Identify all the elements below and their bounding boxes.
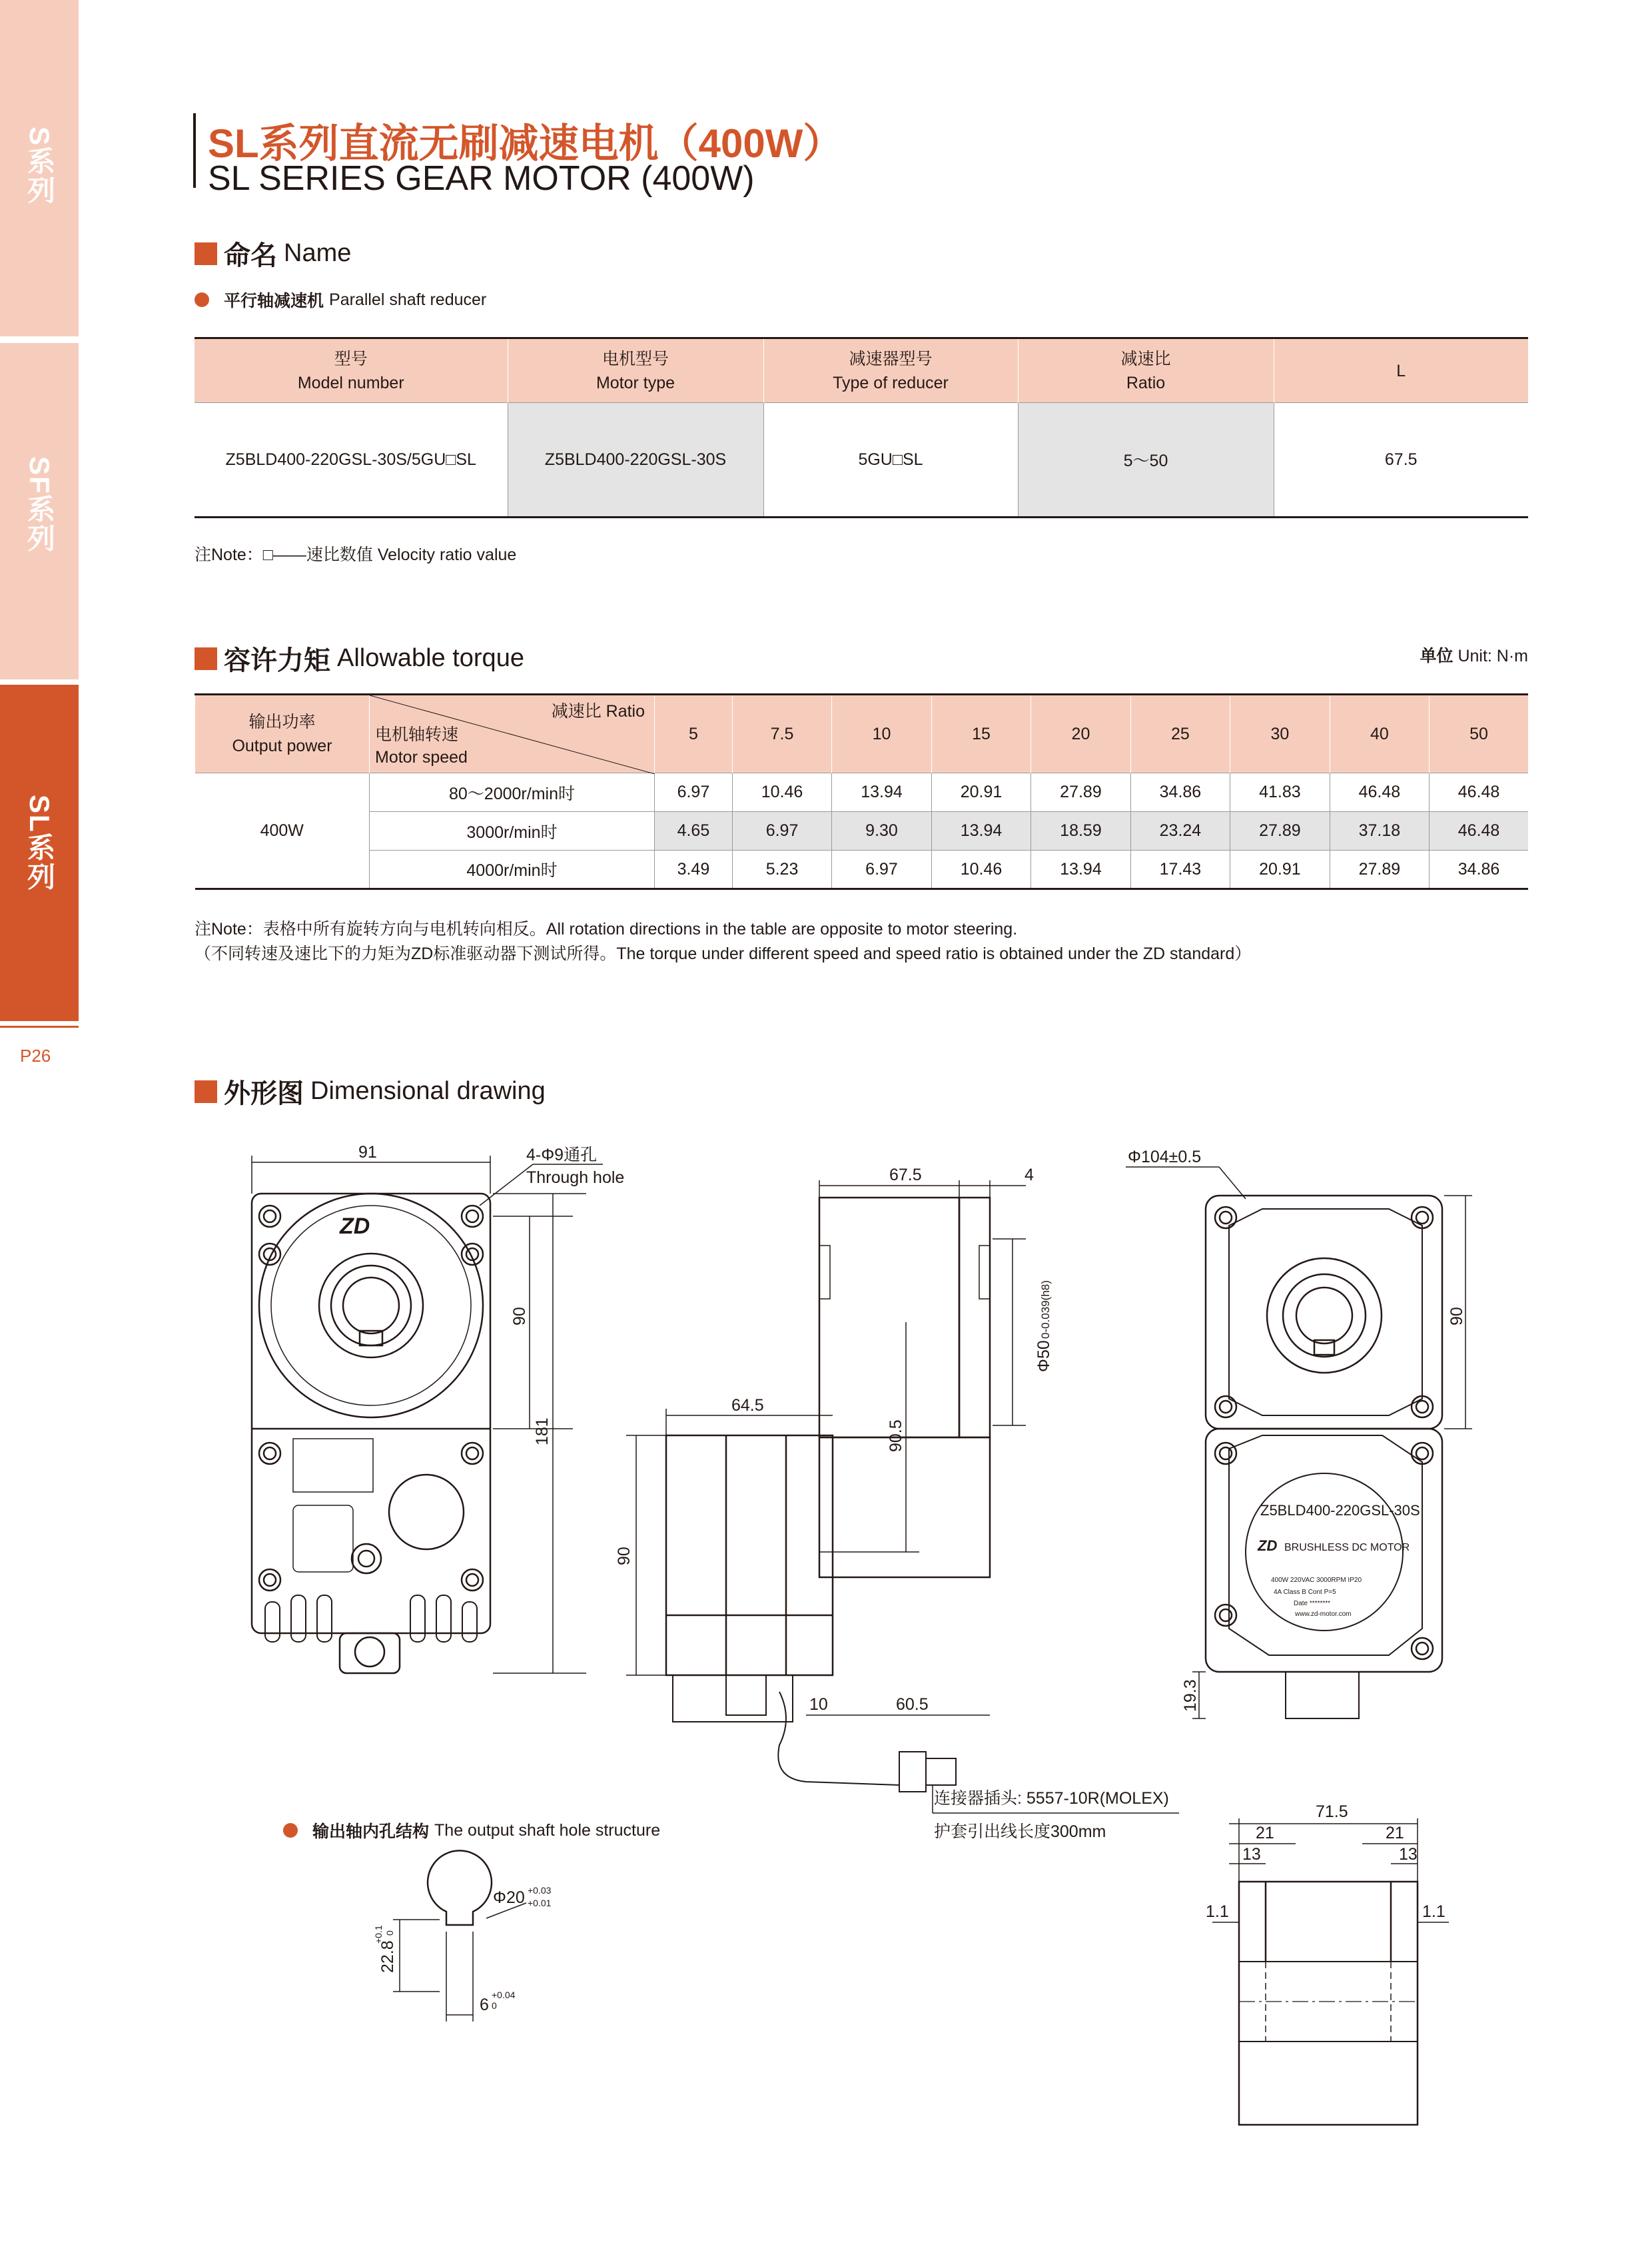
section-name-en: Name [284, 239, 352, 267]
cell-motor-type: Z5BLD400-220GSL-30S [508, 403, 763, 518]
tab-s-series-label: S系列 [24, 127, 55, 206]
header-ratio-value: 50 [1430, 695, 1528, 773]
dim-key-tol-bot: 0 [492, 2000, 497, 2011]
page-number: P26 [20, 1046, 51, 1066]
tab-sl-series-label: SL系列 [24, 795, 55, 892]
torque-note-2: （不同转速及速比下的力矩为ZD标准驱动器下测试所得。The torque under different speed and speed ratio is obtained under the ZD standard） [195, 944, 1252, 963]
cell-torque: 41.83 [1230, 773, 1330, 812]
cell-torque: 13.94 [931, 812, 1031, 851]
dim-hole-dia-tol-top: +0.03 [528, 1885, 552, 1896]
cell-torque: 20.91 [1230, 851, 1330, 889]
cell-torque: 13.94 [1031, 851, 1130, 889]
front-view [252, 1143, 624, 1673]
dim-hole-height: 22.8 [378, 1940, 397, 1973]
cell-torque: 23.24 [1130, 812, 1230, 851]
cell-torque: 34.86 [1430, 851, 1528, 889]
reducer-type-en: Parallel shaft reducer [329, 290, 487, 309]
cell-torque: 18.59 [1031, 812, 1130, 851]
connector-spec: 连接器插头: 5557-10R(MOLEX) [934, 1789, 1169, 1808]
dim-hole-h-tol-bot: 0 [384, 1930, 395, 1936]
reducer-type-cn: 平行轴减速机 [224, 292, 324, 310]
cell-torque: 27.89 [1330, 851, 1429, 889]
dim-shaft-tolerance: 0-0.039(h8) [1039, 1280, 1052, 1339]
header-ratio-value: 30 [1230, 695, 1330, 773]
naming-note: 注Note：□——速比数值 Velocity ratio value [195, 546, 517, 564]
dim-bottom-71-5: 71.5 [1316, 1802, 1348, 1821]
front-logo: ZD [340, 1214, 370, 1239]
cell-torque: 27.89 [1031, 773, 1130, 812]
header-ratio-value: 10 [832, 695, 931, 773]
cell-motor-speed: 3000r/min时 [370, 812, 655, 851]
cell-torque: 3.49 [655, 851, 733, 889]
shaft-hole-en: The output shaft hole structure [434, 1820, 661, 1840]
cell-torque: 17.43 [1130, 851, 1230, 889]
header-model-number: 型号 Model number [195, 338, 508, 403]
dim-side-60-5: 60.5 [896, 1695, 929, 1714]
bullet-dot-icon [283, 1823, 298, 1838]
shaft-hole-view [373, 1850, 552, 2022]
cell-torque: 9.30 [832, 812, 931, 851]
section-torque-cn: 容许力矩 [224, 646, 330, 675]
header-l: L [1274, 338, 1528, 403]
dim-front-h181: 181 [533, 1417, 552, 1445]
cell-ratio: 5～50 [1018, 403, 1274, 518]
dim-key-tol-top: +0.04 [492, 1990, 516, 2000]
dim-bottom-21-right: 21 [1386, 1824, 1404, 1842]
dim-through-hole-cn: 4-Φ9通孔 [526, 1146, 598, 1164]
unit-en: Unit: N·m [1457, 647, 1528, 665]
motor-spec-3: Date ******** [1294, 1600, 1331, 1607]
cell-torque: 6.97 [655, 773, 733, 812]
motor-brand: BRUSHLESS DC MOTOR [1284, 1542, 1410, 1553]
shaft-hole-cn: 输出轴内孔结构 [312, 1822, 430, 1841]
header-ratio: 减速比 Ratio [1018, 338, 1274, 403]
cell-torque: 13.94 [832, 773, 931, 812]
cell-torque: 6.97 [732, 812, 831, 851]
page-title-en: SL SERIES GEAR MOTOR (400W) [208, 159, 755, 198]
cell-reducer-type: 5GU□SL [763, 403, 1018, 518]
side-view [615, 1166, 1053, 1792]
header-ratio-label: 减速比 Ratio [551, 702, 645, 721]
header-ratio-value: 7.5 [732, 695, 831, 773]
dim-keyway: 6 [480, 1996, 489, 2014]
dim-bottom-21-left: 21 [1256, 1824, 1274, 1842]
cell-output-power: 400W [195, 773, 370, 889]
cell-torque: 37.18 [1330, 812, 1429, 851]
header-ratio-value: 40 [1330, 695, 1429, 773]
cell-torque: 46.48 [1430, 773, 1528, 812]
motor-spec-2: 4A Class B Cont P=5 [1274, 1589, 1336, 1596]
cell-motor-speed: 80～2000r/min时 [370, 773, 655, 812]
dim-through-hole-en: Through hole [526, 1168, 625, 1187]
cell-torque: 20.91 [931, 773, 1031, 812]
right-view [1126, 1148, 1472, 1718]
cell-motor-speed: 4000r/min时 [370, 851, 655, 889]
dim-hole-h-tol-top: +0.1 [373, 1925, 384, 1944]
page-title-cn: SL系列直流无刷减速电机（400W） [208, 121, 843, 166]
section-drawing-cn: 外形图 [224, 1079, 304, 1108]
cell-torque: 46.48 [1430, 812, 1528, 851]
cell-torque: 27.89 [1230, 812, 1330, 851]
dim-side-4: 4 [1025, 1166, 1034, 1184]
mounting-hole-icon [1215, 1207, 1433, 1417]
motor-spec-1: 400W 220VAC 3000RPM IP20 [1271, 1577, 1362, 1584]
dim-bottom-1-1-left: 1.1 [1206, 1902, 1229, 1921]
dim-right-19-3: 19.3 [1181, 1679, 1200, 1712]
cell-torque: 10.46 [732, 773, 831, 812]
cell-torque: 10.46 [931, 851, 1031, 889]
cell-torque: 5.23 [732, 851, 831, 889]
cell-torque: 34.86 [1130, 773, 1230, 812]
section-drawing-en: Dimensional drawing [310, 1077, 546, 1105]
dim-hole-diameter: Φ20 [493, 1888, 525, 1907]
motor-logo: ZD [1258, 1537, 1278, 1554]
dim-bottom-1-1-right: 1.1 [1422, 1902, 1446, 1921]
dim-side-67-5: 67.5 [889, 1166, 922, 1184]
motor-model-label: Z5BLD400-220GSL-30S [1260, 1502, 1420, 1519]
dim-front-h90: 90 [510, 1307, 529, 1325]
dim-side-10: 10 [809, 1695, 828, 1714]
dim-right-h90: 90 [1447, 1307, 1466, 1325]
cell-torque: 6.97 [832, 851, 931, 889]
motor-spec-4: www.zd-motor.com [1295, 1611, 1352, 1618]
cell-torque: 4.65 [655, 812, 733, 851]
header-ratio-value: 5 [655, 695, 733, 773]
connector-lead-length: 护套引出线长度300mm [934, 1822, 1106, 1841]
dim-side-64-5: 64.5 [731, 1396, 764, 1415]
dim-bottom-13-right: 13 [1399, 1845, 1418, 1864]
dim-side-90: 90 [615, 1547, 633, 1565]
cell-model-number: Z5BLD400-220GSL-30S/5GU□SL [195, 403, 508, 518]
header-output-power: 输出功率 Output power [195, 695, 370, 773]
cell-l: 67.5 [1274, 403, 1528, 518]
section-name-cn: 命名 [224, 241, 277, 270]
unit-cn: 单位 [1420, 647, 1453, 665]
header-ratio-value: 15 [931, 695, 1031, 773]
bottom-view [1206, 1802, 1449, 2125]
header-ratio-value: 20 [1031, 695, 1130, 773]
header-reducer-type: 减速器型号 Type of reducer [763, 338, 1018, 403]
tab-sf-series-label: SF系列 [24, 456, 55, 554]
cell-torque: 46.48 [1330, 773, 1429, 812]
dim-side-90-5: 90.5 [887, 1419, 905, 1452]
dim-right-diameter: Φ104±0.5 [1128, 1148, 1202, 1166]
shaft-hole-bullet [283, 1818, 660, 1842]
dim-hole-dia-tol-bot: +0.01 [528, 1898, 552, 1908]
header-motor-type: 电机型号 Motor type [508, 338, 763, 403]
dim-bottom-13-left: 13 [1242, 1845, 1261, 1864]
torque-note-1: 注Note：表格中所有旋转方向与电机转向相反。All rotation directions in the table are opposite to motor steering. [195, 920, 1018, 938]
dim-front-width: 91 [358, 1143, 377, 1162]
section-torque-en: Allowable torque [337, 644, 524, 672]
header-speed-label: 电机轴转速 Motor speed [375, 725, 468, 767]
dim-shaft-diameter: Φ50 [1034, 1340, 1053, 1372]
header-ratio-value: 25 [1130, 695, 1230, 773]
mounting-hole-icon [259, 1206, 483, 1265]
